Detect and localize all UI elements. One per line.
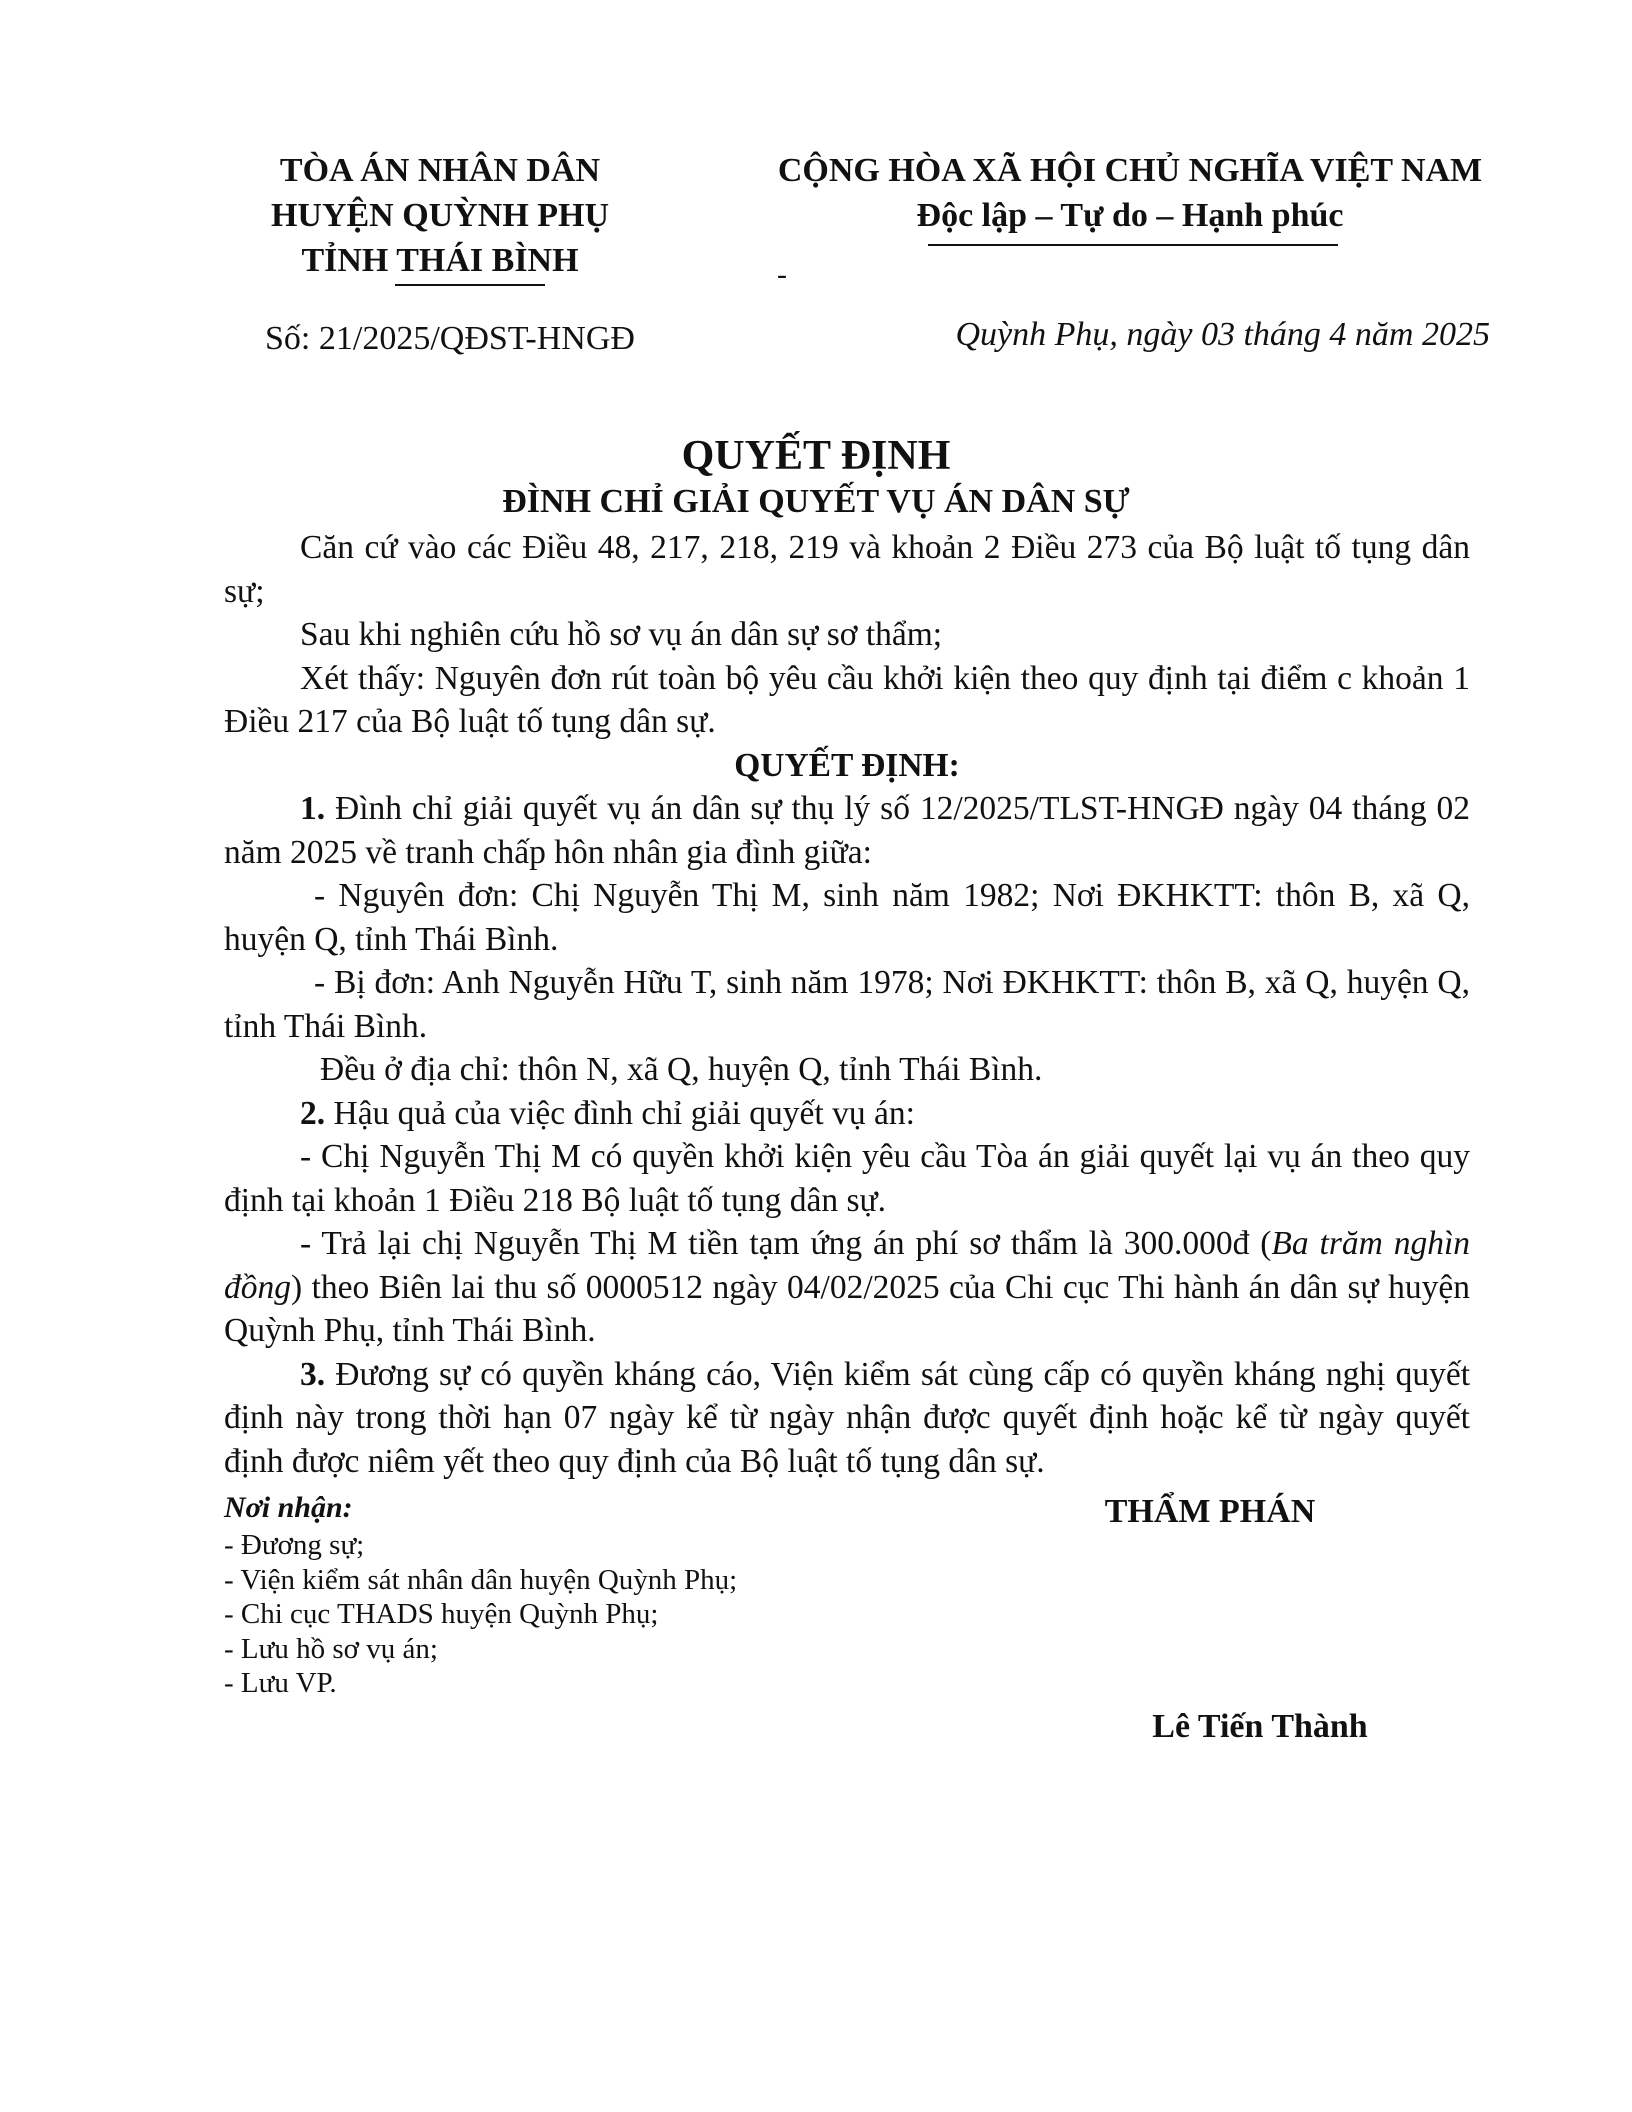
court-name-line2: HUYỆN QUỲNH PHỤ (270, 197, 610, 234)
court-name-line3: TỈNH THÁI BÌNH (301, 242, 579, 279)
document-title: QUYẾT ĐỊNH (681, 433, 951, 479)
recipient-item: - Chi cục THADS huyện Quỳnh Phụ; (224, 1598, 659, 1630)
right-header-underline (928, 244, 1338, 246)
document-subtitle: ĐÌNH CHỈ GIẢI QUYẾT VỤ ÁN DÂN SỰ (502, 483, 1130, 520)
issue-date: Quỳnh Phụ, ngày 03 tháng 4 năm 2025 (955, 316, 1490, 353)
document-body (224, 526, 1470, 1483)
consequence-bullet-2 (224, 1222, 1470, 1353)
recipient-item: - Lưu VP. (224, 1667, 337, 1699)
refund-text-part2: ) theo Biên lai thu số 0000512 ngày 04/02/2025 của Chi cục Thi hành án dân sự huyện Quỳnh Phụ, tỉnh Thái Bình. (224, 1268, 1470, 1349)
item-1-paragraph (224, 787, 1470, 874)
stray-dash: - (777, 258, 787, 291)
recipient-item: - Đương sự; (224, 1529, 365, 1561)
finding-paragraph: Xét thấy: Nguyên đơn rút toàn bộ yêu cầu khởi kiện theo quy định tại điểm c khoản 1 Điều 217 của Bộ luật tố tụng dân sự. (224, 659, 1470, 740)
item-1-text: Đình chỉ giải quyết vụ án dân sự thụ lý số 12/2025/TLST-HNGĐ ngày 04 tháng 02 năm 2025 về tranh chấp hôn nhân gia đình giữa: (224, 790, 1470, 871)
consequence-bullet-1: - Chị Nguyễn Thị M có quyền khởi kiện yêu cầu Tòa án giải quyết lại vụ án theo quy định tại khoản 1 Điều 218 Bộ luật tố tụng dân sự. (224, 1138, 1470, 1219)
item-3-number: 3. (300, 1355, 326, 1393)
decision-heading: QUYẾT ĐỊNH: (734, 746, 960, 784)
court-name-line1: TÒA ÁN NHÂN DÂN (279, 152, 601, 189)
signer-name: Lê Tiến Thành (1152, 1708, 1368, 1745)
signer-title: THẨM PHÁN (1104, 1493, 1316, 1530)
address-paragraph: Đều ở địa chỉ: thôn N, xã Q, huyện Q, tỉnh Thái Bình. (320, 1051, 1043, 1088)
item-1-number: 1. (300, 790, 326, 827)
recipient-item: - Viện kiểm sát nhân dân huyện Quỳnh Phụ; (224, 1563, 738, 1596)
item-2-paragraph (224, 1092, 1470, 1136)
recipient-item: - Lưu hồ sơ vụ án; (224, 1632, 438, 1665)
item-2-number: 2. (300, 1094, 326, 1132)
refund-amount-in-words: Ba trăm nghìn đồng (224, 1225, 1470, 1306)
defendant-paragraph: - Bị đơn: Anh Nguyễn Hữu T, sinh năm 1978; Nơi ĐKHKTT: thôn B, xã Q, huyện Q, tỉnh Thái Bình. (224, 964, 1470, 1045)
nation-motto: Độc lập – Tự do – Hạnh phúc (916, 197, 1344, 234)
recipients-heading: Nơi nhận: (224, 1491, 353, 1524)
refund-text-part1: - Trả lại chị Nguyễn Thị M tiền tạm ứng án phí sơ thẩm là 300.000đ ( (300, 1225, 1272, 1262)
review-paragraph: Sau khi nghiên cứu hồ sơ vụ án dân sự sơ thẩm; (300, 616, 943, 653)
item-3-paragraph (224, 1353, 1470, 1484)
legal-basis-paragraph: Căn cứ vào các Điều 48, 217, 218, 219 và khoản 2 Điều 273 của Bộ luật tố tụng dân sự; (224, 529, 1470, 610)
nation-title: CỘNG HÒA XÃ HỘI CHỦ NGHĨA VIỆT NAM (777, 152, 1483, 189)
plaintiff-paragraph: - Nguyên đơn: Chị Nguyễn Thị M, sinh năm 1982; Nơi ĐKHKTT: thôn B, xã Q, huyện Q, tỉnh Thái Bình. (224, 877, 1470, 958)
item-3-text: Đương sự có quyền kháng cáo, Viện kiểm sát cùng cấp có quyền kháng nghị quyết định này trong thời hạn 07 ngày kể từ ngày nhận được quyết định hoặc kể từ ngày quyết định được niêm yết theo quy định của Bộ luật tố tụng dân sự. (224, 1355, 1470, 1480)
recipients-block (224, 1488, 737, 1701)
document-number: Số: 21/2025/QĐST-HNGĐ (265, 320, 635, 357)
item-2-text: Hậu quả của việc đình chỉ giải quyết vụ án: (325, 1094, 915, 1132)
left-header-underline (395, 284, 545, 286)
